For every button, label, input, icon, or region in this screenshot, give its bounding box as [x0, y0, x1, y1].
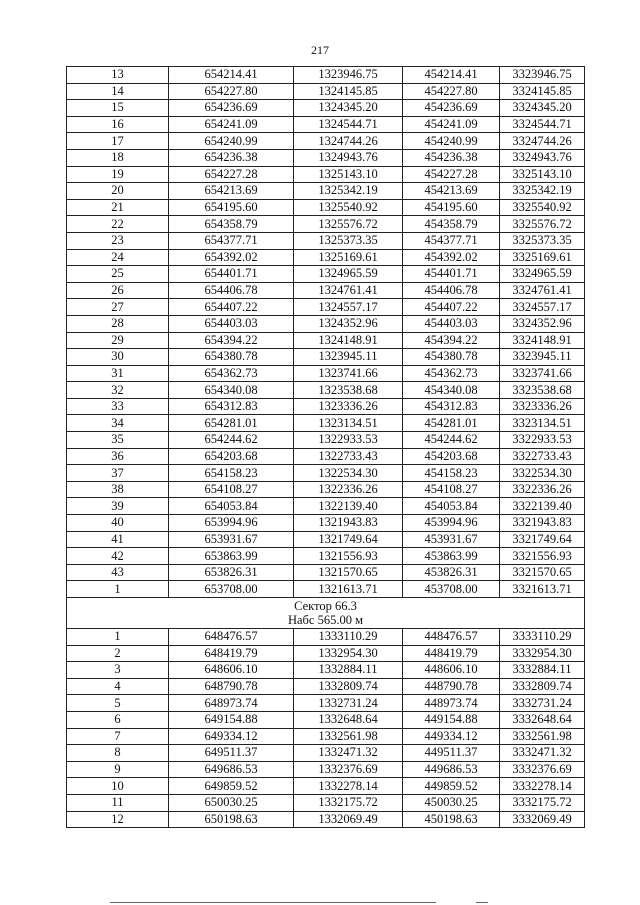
table-cell: 1321943.83 [294, 515, 403, 532]
table-cell: 14 [67, 83, 169, 100]
table-row [67, 382, 585, 399]
table-cell: 3323336.26 [500, 398, 585, 415]
page-number: 217 [311, 43, 329, 57]
table-cell: 653994.96 [169, 515, 294, 532]
table-cell: 648790.78 [169, 678, 294, 695]
table-row [67, 498, 585, 515]
table-row [67, 761, 585, 778]
table-cell: 36 [67, 448, 169, 465]
table-cell: 654392.02 [169, 249, 294, 266]
table-cell: 3323946.75 [500, 67, 585, 84]
table-cell: 654358.79 [169, 216, 294, 233]
table-cell: 1323946.75 [294, 67, 403, 84]
table-cell: 449154.88 [403, 711, 500, 728]
table-cell: 649859.52 [169, 778, 294, 795]
table-cell: 454158.23 [403, 465, 500, 482]
table-cell: 3321943.83 [500, 515, 585, 532]
table-cell: 1325373.35 [294, 232, 403, 249]
table-cell: 654312.83 [169, 398, 294, 415]
table-cell: 1323741.66 [294, 365, 403, 382]
table-cell: 1332648.64 [294, 711, 403, 728]
table-cell: 1324352.96 [294, 315, 403, 332]
table-cell: 1 [67, 581, 169, 598]
table-cell: 3322139.40 [500, 498, 585, 515]
table-cell: 35 [67, 432, 169, 449]
section-header-row [67, 598, 585, 629]
table-cell: 3325576.72 [500, 216, 585, 233]
table-cell: 1324965.59 [294, 266, 403, 283]
table-cell: 41 [67, 531, 169, 548]
table-cell: 1321570.65 [294, 564, 403, 581]
table-cell: 3332809.74 [500, 678, 585, 695]
table-cell: 654244.62 [169, 432, 294, 449]
table-cell: 37 [67, 465, 169, 482]
table-cell: 1322336.26 [294, 481, 403, 498]
table-cell: 654281.01 [169, 415, 294, 432]
table-cell: 654227.28 [169, 166, 294, 183]
table-cell: 1332069.49 [294, 811, 403, 828]
table-cell: 654377.71 [169, 232, 294, 249]
table-row [67, 465, 585, 482]
table-cell: 454236.38 [403, 149, 500, 166]
table-cell: 3324943.76 [500, 149, 585, 166]
table-row [67, 662, 585, 679]
table-cell: 453931.67 [403, 531, 500, 548]
table-cell: 454362.73 [403, 365, 500, 382]
table-cell: 1322534.30 [294, 465, 403, 482]
table-cell: 23 [67, 232, 169, 249]
table-cell: 654108.27 [169, 481, 294, 498]
table-cell: 10 [67, 778, 169, 795]
table-cell: 33 [67, 398, 169, 415]
table-cell: 654406.78 [169, 282, 294, 299]
table-cell: 1332731.24 [294, 695, 403, 712]
table-cell: 454241.09 [403, 116, 500, 133]
table-cell: 1325576.72 [294, 216, 403, 233]
table-cell: 454195.60 [403, 199, 500, 216]
table-cell: 3321613.71 [500, 581, 585, 598]
table-cell: 3323945.11 [500, 349, 585, 366]
table-cell: 43 [67, 564, 169, 581]
table-cell: 648973.74 [169, 695, 294, 712]
table-cell: 450030.25 [403, 794, 500, 811]
table-cell: 3332069.49 [500, 811, 585, 828]
table-cell: 17 [67, 133, 169, 150]
table-cell: 1332884.11 [294, 662, 403, 679]
table-row [67, 232, 585, 249]
table-row [67, 332, 585, 349]
table-row [67, 745, 585, 762]
table-cell: 1325143.10 [294, 166, 403, 183]
table-cell: 3324345.20 [500, 100, 585, 117]
table-cell: 1321749.64 [294, 531, 403, 548]
table-row [67, 448, 585, 465]
table-cell: 654401.71 [169, 266, 294, 283]
table-row [67, 100, 585, 117]
table-cell: 3325143.10 [500, 166, 585, 183]
table-cell: 3333110.29 [500, 629, 585, 646]
table-cell: 1323538.68 [294, 382, 403, 399]
table-cell: 454053.84 [403, 498, 500, 515]
table-cell: 449686.53 [403, 761, 500, 778]
table-row [67, 67, 585, 84]
footer-line-right [476, 902, 488, 903]
table-cell: 450198.63 [403, 811, 500, 828]
table-cell: 3324761.41 [500, 282, 585, 299]
table-cell: 31 [67, 365, 169, 382]
table-cell: 454406.78 [403, 282, 500, 299]
table-row [67, 365, 585, 382]
table-cell: 3332648.64 [500, 711, 585, 728]
table-cell: 3332884.11 [500, 662, 585, 679]
table-cell: 1322933.53 [294, 432, 403, 449]
table-row [67, 531, 585, 548]
table-cell: 654380.78 [169, 349, 294, 366]
table-cell: 1332278.14 [294, 778, 403, 795]
table-cell: 649334.12 [169, 728, 294, 745]
table-row [67, 645, 585, 662]
table-cell: 4 [67, 678, 169, 695]
table-cell: 454407.22 [403, 299, 500, 316]
table-row [67, 548, 585, 565]
table-cell: 39 [67, 498, 169, 515]
table-row [67, 432, 585, 449]
table-row [67, 183, 585, 200]
table-row [67, 481, 585, 498]
table-cell: 9 [67, 761, 169, 778]
table-cell: 1324943.76 [294, 149, 403, 166]
table-cell: 454392.02 [403, 249, 500, 266]
table-cell: 1324557.17 [294, 299, 403, 316]
table-cell: 649154.88 [169, 711, 294, 728]
table-row [67, 282, 585, 299]
table-cell: 453708.00 [403, 581, 500, 598]
table-cell: 654227.80 [169, 83, 294, 100]
table-cell: 2 [67, 645, 169, 662]
table-cell: 454358.79 [403, 216, 500, 233]
table-cell: 1321556.93 [294, 548, 403, 565]
table-cell: 3325342.19 [500, 183, 585, 200]
table-cell: 454236.69 [403, 100, 500, 117]
table-cell: 3325373.35 [500, 232, 585, 249]
table-cell: 453994.96 [403, 515, 500, 532]
table-cell: 1324145.85 [294, 83, 403, 100]
table-cell: 650198.63 [169, 811, 294, 828]
table-cell: 454401.71 [403, 266, 500, 283]
table-cell: 1323134.51 [294, 415, 403, 432]
table-cell: 1332561.98 [294, 728, 403, 745]
table-cell: 22 [67, 216, 169, 233]
table-cell: 654407.22 [169, 299, 294, 316]
table-cell: 5 [67, 695, 169, 712]
table-cell: 3324352.96 [500, 315, 585, 332]
table-row [67, 116, 585, 133]
table-cell: 454240.99 [403, 133, 500, 150]
table-cell: 454108.27 [403, 481, 500, 498]
table-row [67, 299, 585, 316]
table-cell: 649511.37 [169, 745, 294, 762]
table-cell: 15 [67, 100, 169, 117]
table-row [67, 711, 585, 728]
table-body-before [67, 67, 585, 598]
table-cell: 1324744.26 [294, 133, 403, 150]
table-cell: 3323741.66 [500, 365, 585, 382]
table-cell: 654158.23 [169, 465, 294, 482]
table-row [67, 778, 585, 795]
table-cell: 18 [67, 149, 169, 166]
table-row [67, 266, 585, 283]
table-cell: 448790.78 [403, 678, 500, 695]
table-cell: 3332175.72 [500, 794, 585, 811]
section-title: Сектор 66.3 [294, 599, 357, 613]
table-cell: 654213.69 [169, 183, 294, 200]
table-cell: 3321749.64 [500, 531, 585, 548]
table-cell: 454377.71 [403, 232, 500, 249]
table-cell: 42 [67, 548, 169, 565]
table-row [67, 315, 585, 332]
table-cell: 21 [67, 199, 169, 216]
section-header-cell [67, 598, 585, 629]
table-cell: 654214.41 [169, 67, 294, 84]
table-cell: 648606.10 [169, 662, 294, 679]
table-cell: 40 [67, 515, 169, 532]
table-cell: 649686.53 [169, 761, 294, 778]
table-cell: 3323538.68 [500, 382, 585, 399]
table-cell: 12 [67, 811, 169, 828]
table-cell: 3322733.43 [500, 448, 585, 465]
table-cell: 3322336.26 [500, 481, 585, 498]
section-subtitle: Набс 565.00 м [287, 613, 364, 627]
table-cell: 8 [67, 745, 169, 762]
table-cell: 3332376.69 [500, 761, 585, 778]
table-row [67, 794, 585, 811]
table-cell: 453826.31 [403, 564, 500, 581]
table-cell: 24 [67, 249, 169, 266]
table-row [67, 398, 585, 415]
table-cell: 1324345.20 [294, 100, 403, 117]
table-cell: 654340.08 [169, 382, 294, 399]
table-cell: 1325540.92 [294, 199, 403, 216]
table-cell: 3332954.30 [500, 645, 585, 662]
table-cell: 454394.22 [403, 332, 500, 349]
table-cell: 653826.31 [169, 564, 294, 581]
table-cell: 653708.00 [169, 581, 294, 598]
table-cell: 448973.74 [403, 695, 500, 712]
table-cell: 1332376.69 [294, 761, 403, 778]
table-cell: 454403.03 [403, 315, 500, 332]
table-row [67, 249, 585, 266]
table-cell: 454244.62 [403, 432, 500, 449]
table-cell: 11 [67, 794, 169, 811]
table-cell: 1321613.71 [294, 581, 403, 598]
table-row [67, 581, 585, 598]
table-cell: 654240.99 [169, 133, 294, 150]
table-cell: 654394.22 [169, 332, 294, 349]
table-row [67, 133, 585, 150]
table-cell: 654241.09 [169, 116, 294, 133]
table-cell: 654362.73 [169, 365, 294, 382]
table-cell: 654236.69 [169, 100, 294, 117]
table-cell: 3332731.24 [500, 695, 585, 712]
table-cell: 454340.08 [403, 382, 500, 399]
table-cell: 454227.80 [403, 83, 500, 100]
table-row [67, 349, 585, 366]
table-cell: 3325169.61 [500, 249, 585, 266]
table-cell: 3324744.26 [500, 133, 585, 150]
table-cell: 1324148.91 [294, 332, 403, 349]
table-cell: 454227.28 [403, 166, 500, 183]
table-row [67, 199, 585, 216]
section-header-body [67, 598, 585, 629]
table-cell: 454380.78 [403, 349, 500, 366]
table-cell: 654236.38 [169, 149, 294, 166]
table-cell: 3 [67, 662, 169, 679]
table-cell: 454213.69 [403, 183, 500, 200]
table-cell: 1322139.40 [294, 498, 403, 515]
table-cell: 3321556.93 [500, 548, 585, 565]
table-row [67, 564, 585, 581]
table-cell: 454203.68 [403, 448, 500, 465]
table-cell: 453863.99 [403, 548, 500, 565]
table-cell: 648476.57 [169, 629, 294, 646]
table-cell: 1332809.74 [294, 678, 403, 695]
table-cell: 654053.84 [169, 498, 294, 515]
table-row [67, 83, 585, 100]
table-cell: 648419.79 [169, 645, 294, 662]
table-cell: 3332471.32 [500, 745, 585, 762]
table-row [67, 811, 585, 828]
table-cell: 27 [67, 299, 169, 316]
table-row [67, 728, 585, 745]
table-cell: 650030.25 [169, 794, 294, 811]
table-cell: 3324145.85 [500, 83, 585, 100]
table-cell: 454214.41 [403, 67, 500, 84]
table-cell: 3322933.53 [500, 432, 585, 449]
table-cell: 19 [67, 166, 169, 183]
table-cell: 654203.68 [169, 448, 294, 465]
table-cell: 1332175.72 [294, 794, 403, 811]
table-cell: 654403.03 [169, 315, 294, 332]
table-cell: 1323336.26 [294, 398, 403, 415]
table-cell: 3321570.65 [500, 564, 585, 581]
table-row [67, 695, 585, 712]
table-cell: 653931.67 [169, 531, 294, 548]
table-cell: 1324544.71 [294, 116, 403, 133]
table-cell: 26 [67, 282, 169, 299]
table-cell: 1323945.11 [294, 349, 403, 366]
table-cell: 3324148.91 [500, 332, 585, 349]
table-cell: 3324544.71 [500, 116, 585, 133]
table-cell: 6 [67, 711, 169, 728]
table-cell: 3332278.14 [500, 778, 585, 795]
table-row [67, 515, 585, 532]
table-cell: 448419.79 [403, 645, 500, 662]
table-body-after [67, 629, 585, 828]
table-cell: 1 [67, 629, 169, 646]
table-cell: 28 [67, 315, 169, 332]
table-cell: 32 [67, 382, 169, 399]
table-cell: 16 [67, 116, 169, 133]
table-cell: 448606.10 [403, 662, 500, 679]
table-cell: 30 [67, 349, 169, 366]
table-cell: 3325540.92 [500, 199, 585, 216]
table-cell: 449859.52 [403, 778, 500, 795]
table-cell: 653863.99 [169, 548, 294, 565]
table-cell: 1322733.43 [294, 448, 403, 465]
table-cell: 454312.83 [403, 398, 500, 415]
table-row [67, 629, 585, 646]
table-cell: 449334.12 [403, 728, 500, 745]
table-cell: 448476.57 [403, 629, 500, 646]
table-row [67, 166, 585, 183]
table-cell: 654195.60 [169, 199, 294, 216]
table-cell: 1333110.29 [294, 629, 403, 646]
table-cell: 1325342.19 [294, 183, 403, 200]
table-cell: 1324761.41 [294, 282, 403, 299]
table-cell: 1332954.30 [294, 645, 403, 662]
table-cell: 20 [67, 183, 169, 200]
table-cell: 3324965.59 [500, 266, 585, 283]
table-cell: 1325169.61 [294, 249, 403, 266]
table-cell: 29 [67, 332, 169, 349]
table-cell: 13 [67, 67, 169, 84]
table-cell: 3323134.51 [500, 415, 585, 432]
footer-line-left [110, 902, 436, 903]
table-cell: 454281.01 [403, 415, 500, 432]
table-cell: 38 [67, 481, 169, 498]
table-row [67, 415, 585, 432]
table-cell: 7 [67, 728, 169, 745]
table-row [67, 678, 585, 695]
table-cell: 25 [67, 266, 169, 283]
table-row [67, 149, 585, 166]
table-cell: 449511.37 [403, 745, 500, 762]
table-cell: 1332471.32 [294, 745, 403, 762]
table-cell: 3322534.30 [500, 465, 585, 482]
table-cell: 3324557.17 [500, 299, 585, 316]
table-row [67, 216, 585, 233]
table-cell: 34 [67, 415, 169, 432]
coordinates-table [66, 66, 585, 828]
table-cell: 3332561.98 [500, 728, 585, 745]
